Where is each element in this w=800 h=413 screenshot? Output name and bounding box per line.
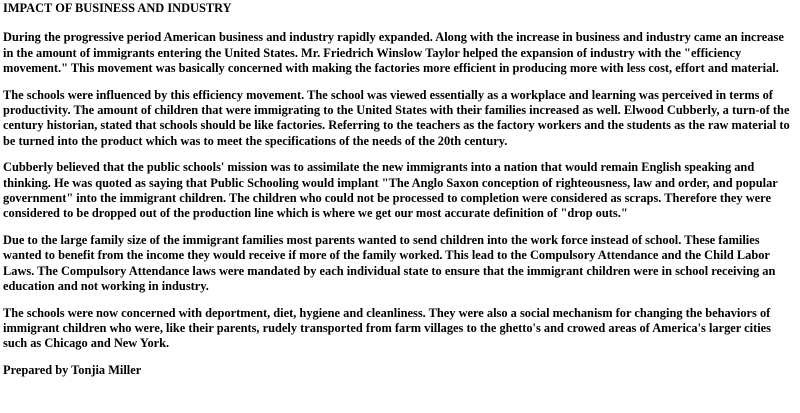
author-signature: Prepared by Tonjia Miller (3, 362, 142, 377)
paragraph-deportment: The schools were now concerned with deportment, diet, hygiene and cleanliness. They were also a social mechanism for changing the behaviors of immigrant children who were, like their parents, rudely transported from farm villages to the ghetto's and crowed areas of America's larger cities such as Chicago and New York. (3, 305, 771, 351)
document-title: IMPACT OF BUSINESS AND INDUSTRY (3, 1, 232, 15)
paragraph-cubberly-mission: Cubberly believed that the public schools' mission was to assimilate the new immigrants into a nation that would remain English speaking and thinking. He was quoted as saying that Public Schooling would implant "The Anglo Saxon conception of righteousness, law and order, and popular government" into the immigrant children. The children who could not be processed to completion were considered as scraps. Therefore they were considered to be dropped out of the production line which is where we get our most accurate definition of "drop outs." (3, 160, 778, 221)
paragraph-schools-influenced: The schools were influenced by this efficiency movement. The school was viewed essentially as a workplace and learning was perceived in terms of productivity. The amount of children that were immigrating to the United States with their families increased as well. Elwood Cubberly, a turn-of the century historian, stated that schools should be like factories. Referring to the teachers as the factory workers and the students as the raw material to be turned into the product which was to meet the specifications of the needs of the 20th century. (3, 87, 790, 148)
paragraph-efficiency-movement: During the progressive period American business and industry rapidly expanded. Along with the increase in business and industry came an increase in the amount of immigrants entering the United States. Mr. Friedrich Winslow Taylor helped the expansion of industry with the "efficiency movement." This movement was basically concerned with making the factories more efficient in producing more with less cost, effort and material. (3, 30, 784, 76)
paragraph-compulsory-attendance: Due to the large family size of the immigrant families most parents wanted to send children into the work force instead of school. These families wanted to benefit from the income they would receive if more of the family worked. This lead to the Compulsory Attendance and the Child Labor Laws. The Compulsory Attendance laws were mandated by each individual state to ensure that the immigrant children were in school receiving an education and not working in industry. (3, 232, 776, 294)
